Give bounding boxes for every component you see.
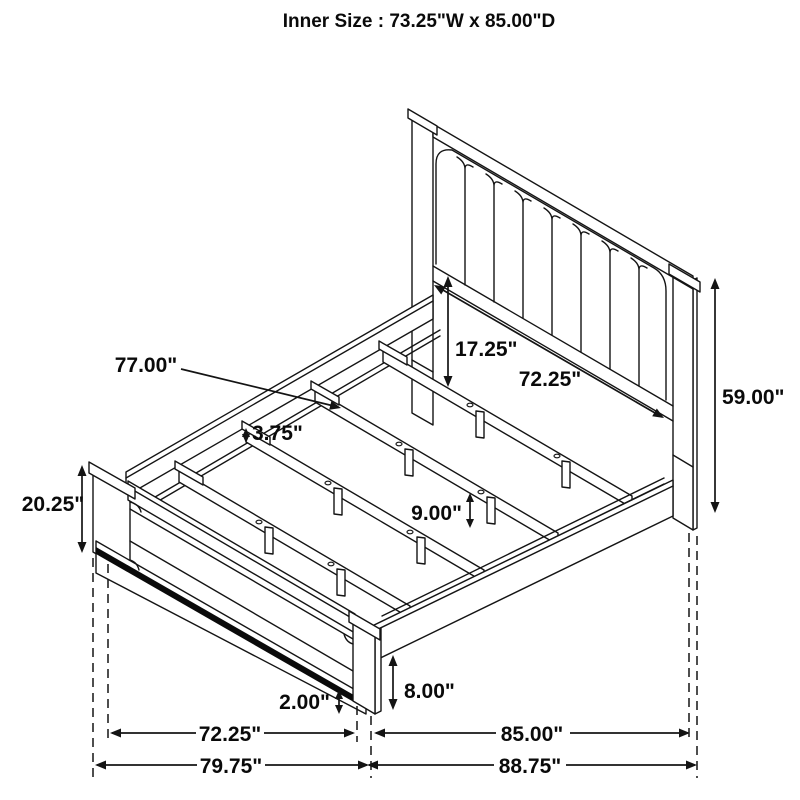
- slat-leg: [334, 488, 342, 515]
- dim-headboard-height: [711, 278, 785, 513]
- slat-leg: [487, 497, 495, 524]
- dim-slat-thickness: [242, 422, 303, 445]
- dim-leg-height: [411, 493, 474, 528]
- extension-lines: [93, 533, 697, 778]
- dim-label-59: 59.00": [722, 386, 785, 409]
- headboard-right-post: [673, 268, 693, 530]
- far-side-rail: [126, 295, 440, 506]
- dim-label-2: 2.00": [279, 691, 330, 714]
- dim-label-85: 85.00": [500, 723, 564, 746]
- footboard-panel: [130, 509, 353, 639]
- dim-label-72-25-headboard: 72.25": [518, 368, 582, 391]
- dim-label-77: 77.00": [114, 354, 178, 377]
- dim-label-17-25: 17.25": [455, 338, 518, 361]
- dim-label-8: 8.00": [404, 680, 455, 703]
- dim-label-88-75: 88.75": [498, 755, 562, 778]
- dim-footboard-inner-width: [110, 723, 355, 746]
- dim-floor-clearance: [389, 655, 455, 710]
- slat-leg: [405, 449, 413, 476]
- dim-headboard-panel: [444, 276, 518, 387]
- dim-label-72-25-bottom: 72.25": [198, 723, 262, 746]
- headboard-top-rail: [433, 124, 693, 289]
- footboard-near-post-side: [375, 628, 381, 714]
- dim-outer-depth: [367, 755, 697, 778]
- dim-label-20-25: 20.25": [21, 493, 85, 516]
- slat: [383, 350, 632, 508]
- dim-label-3-75: 3.75": [252, 422, 303, 445]
- dim-footboard-height: [22, 465, 87, 553]
- diagram-title: Inner Size : 73.25"W x 85.00"D: [282, 11, 556, 32]
- slat-leg: [337, 569, 345, 596]
- dim-footboard-outer-width: [95, 755, 369, 778]
- footboard-trim-stripe: [96, 547, 366, 709]
- headboard: [408, 109, 700, 530]
- slat-leg: [265, 527, 273, 554]
- dim-label-9: 9.00": [411, 502, 462, 525]
- slat-leg: [417, 537, 425, 564]
- headboard-panel: [436, 150, 666, 400]
- slat-leg: [476, 411, 484, 438]
- dim-label-79-75: 79.75": [199, 755, 263, 778]
- slat-leg: [562, 461, 570, 488]
- dim-inner-depth: [374, 723, 690, 746]
